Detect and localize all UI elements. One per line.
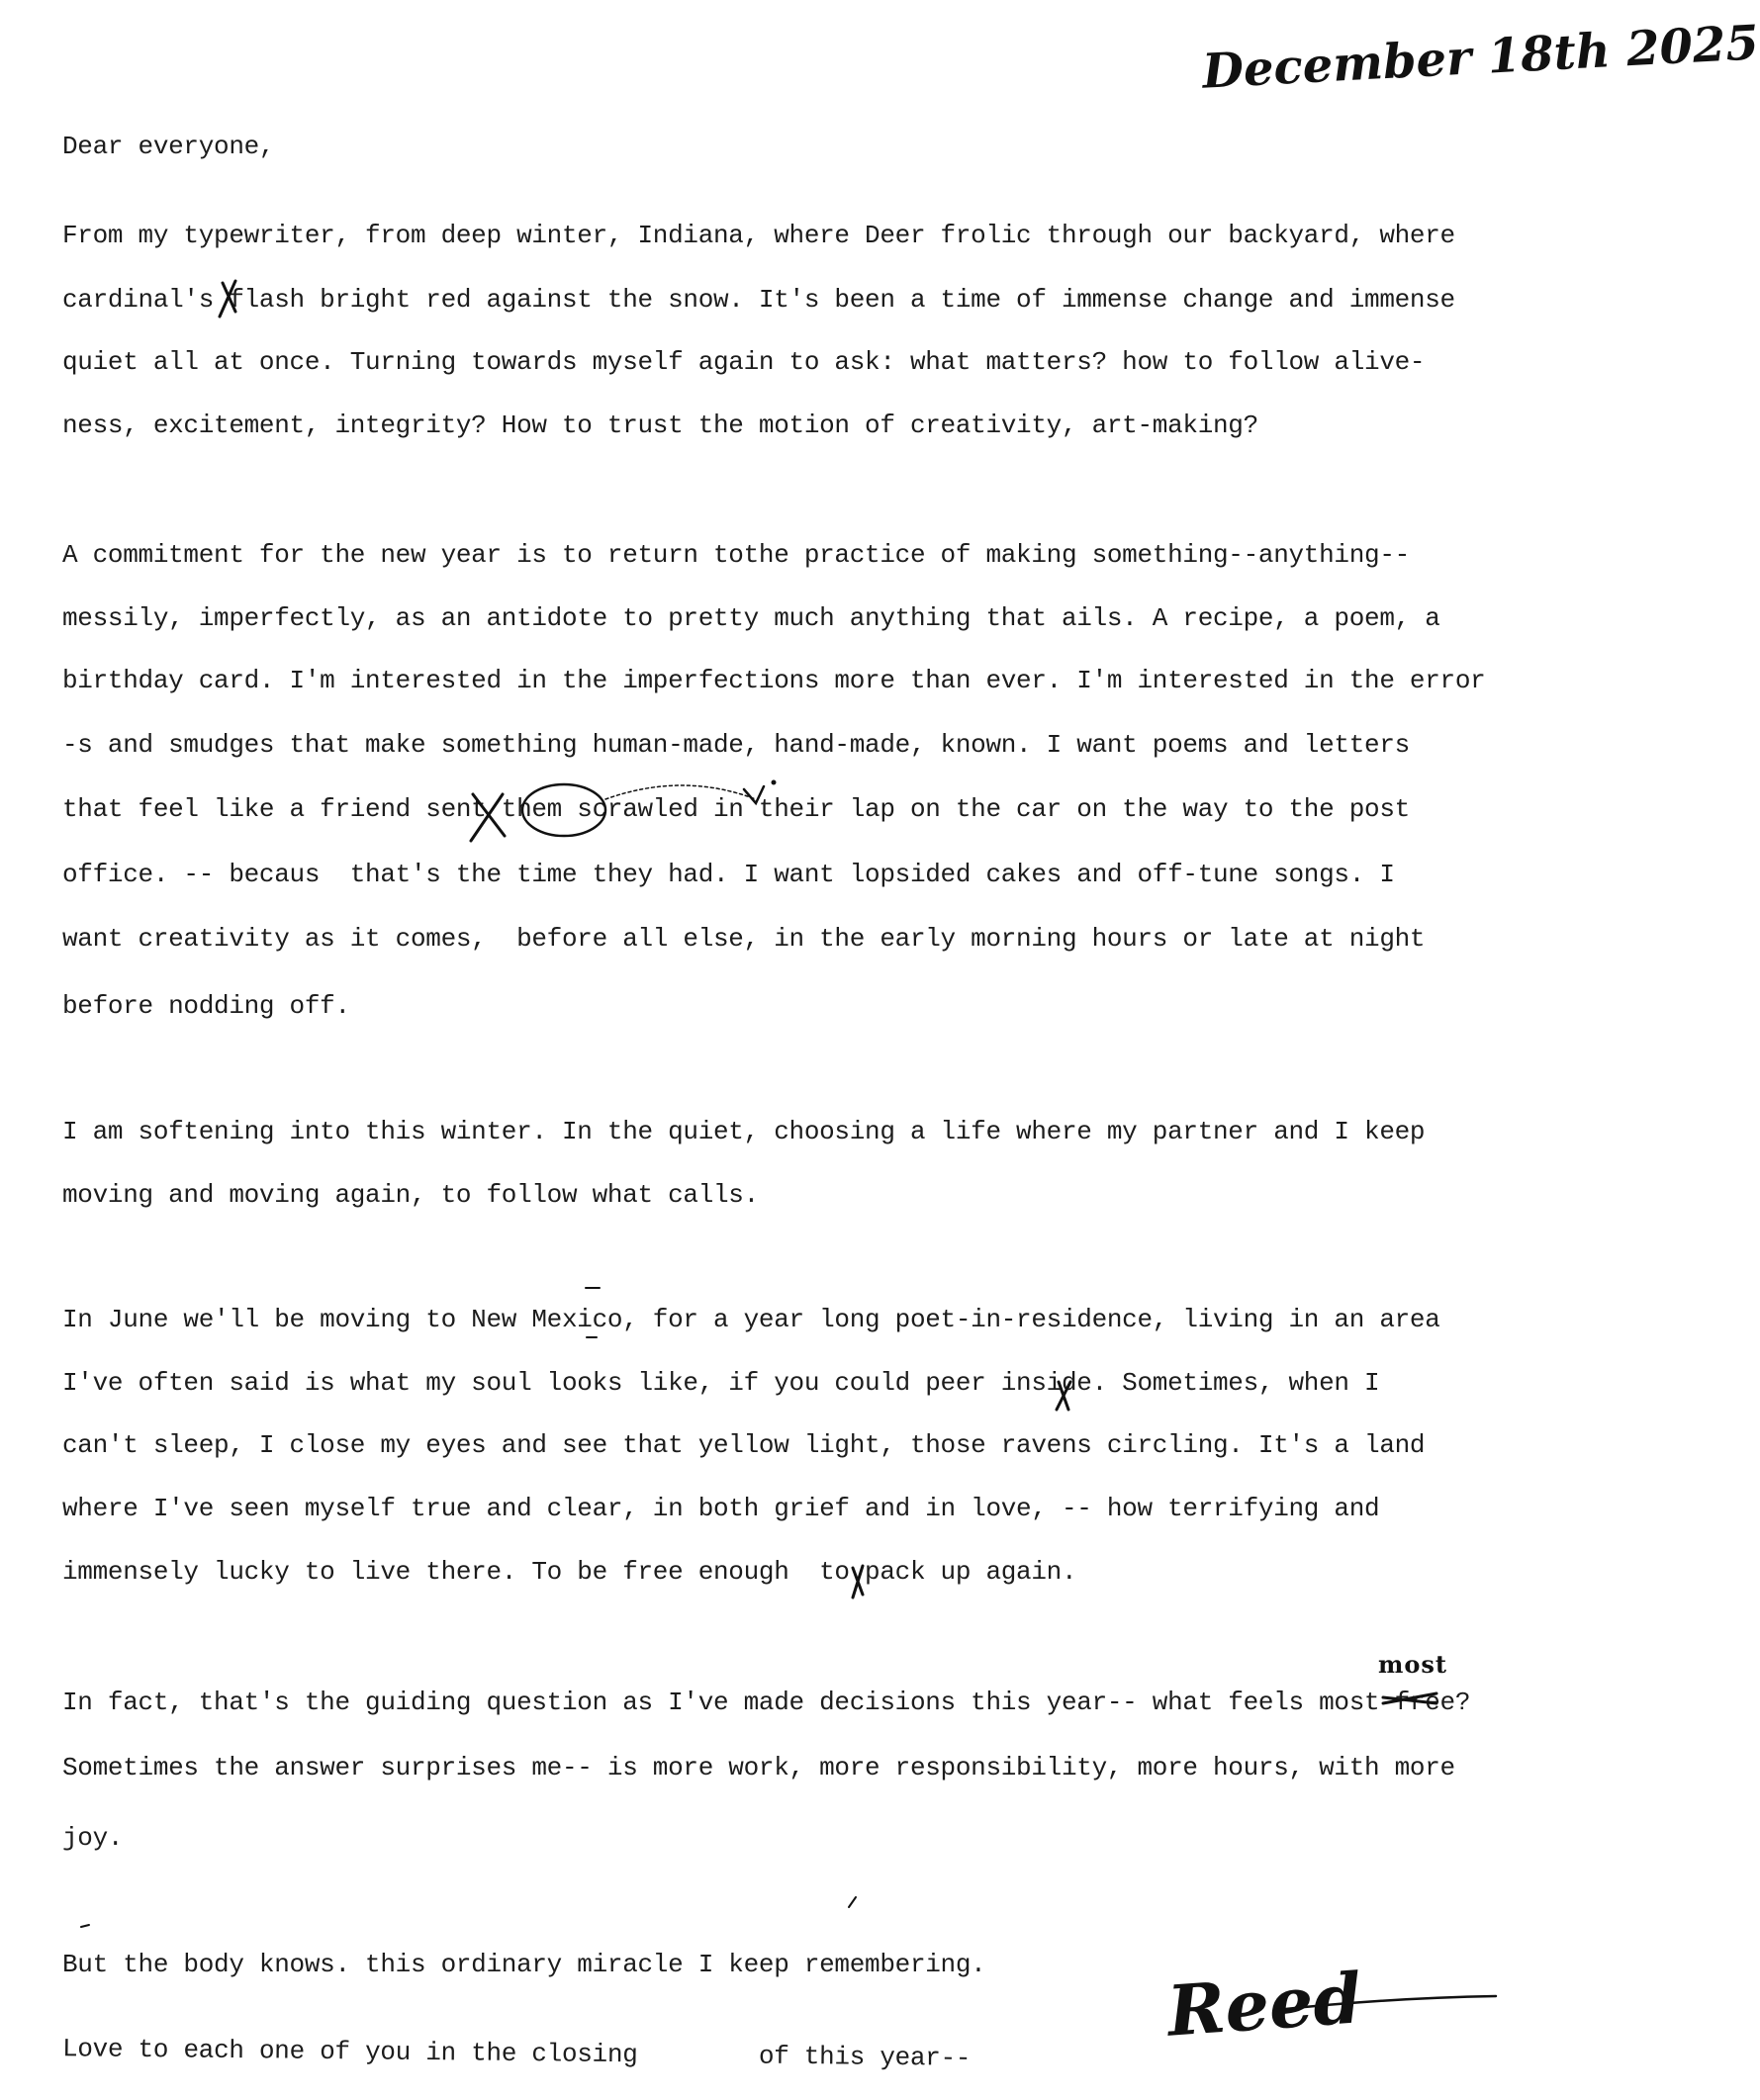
paragraph-2-line-4: -s and smudges that make something human-made, hand-made, known. I want poems and letters xyxy=(62,730,1410,760)
greeting: Dear everyone, xyxy=(62,132,275,161)
paragraph-1-line-4: ness, excitement, integrity? How to trust the motion of creativity, art-making? xyxy=(62,411,1258,440)
paragraph-1-line-2: cardinal's flash bright red against the snow. It's been a time of immense change and immense xyxy=(62,285,1455,315)
paragraph-3-line-2: moving and moving again, to follow what calls. xyxy=(62,1180,759,1210)
paragraph-2-line-8: before nodding off. xyxy=(62,991,350,1021)
paragraph-4-line-4: where I've seen myself true and clear, in both grief and in love, -- how terrifying and xyxy=(62,1494,1380,1523)
paragraph-2-line-2: messily, imperfectly, as an antidote to pretty much anything that ails. A recipe, a poem, a xyxy=(62,603,1440,633)
paragraph-5-line-3: joy. xyxy=(62,1823,124,1853)
paragraph-1-line-3: quiet all at once. Turning towards myself again to ask: what matters? how to follow alive- xyxy=(62,347,1426,377)
paragraph-1-line-1: From my typewriter, from deep winter, Indiana, where Deer frolic through our backyard, where xyxy=(62,221,1455,250)
paragraph-4-line-5: immensely lucky to live there. To be free enough to pack up again. xyxy=(62,1557,1077,1587)
handwritten-insert: most xyxy=(1378,1650,1447,1679)
paragraph-4-line-2: I've often said is what my soul looks like, if you could peer inside. Sometimes, when I xyxy=(62,1368,1380,1398)
paragraph-5-line-2: Sometimes the answer surprises me-- is more work, more responsibility, more hours, with more xyxy=(62,1753,1455,1782)
paragraph-2-line-1: A commitment for the new year is to return tothe practice of making something--anything-- xyxy=(62,540,1410,570)
paragraph-2-line-5: that feel like a friend sent them scrawled in their lap on the car on the way to the post xyxy=(62,794,1410,824)
handwritten-date: December 18th 2025 xyxy=(1200,15,1760,100)
paragraph-4-line-3: can't sleep, I close my eyes and see that yellow light, those ravens circling. It's a land xyxy=(62,1430,1426,1460)
signature: Reed xyxy=(1164,1957,1364,2053)
paragraph-2-line-3: birthday card. I'm interested in the imperfections more than ever. I'm interested in the error xyxy=(62,666,1486,695)
paragraph-3-line-1: I am softening into this winter. In the quiet, choosing a life where my partner and I keep xyxy=(62,1117,1426,1146)
paragraph-6-line-1: But the body knows. this ordinary miracle I keep remembering. xyxy=(62,1950,986,1979)
closing-line: Love to each one of you in the closing of this year-- xyxy=(61,2034,972,2073)
paragraph-4-line-1: In June we'll be moving to New Mexico, for a year long poet-in-residence, living in an area xyxy=(62,1305,1440,1334)
paragraph-2-line-7: want creativity as it comes, before all else, in the early morning hours or late at night xyxy=(62,924,1426,954)
paragraph-2-line-6: office. -- becaus that's the time they had. I want lopsided cakes and off-tune songs. I xyxy=(62,860,1395,889)
paragraph-5-line-1: In fact, that's the guiding question as I've made decisions this year-- what feels most free? xyxy=(62,1688,1471,1717)
